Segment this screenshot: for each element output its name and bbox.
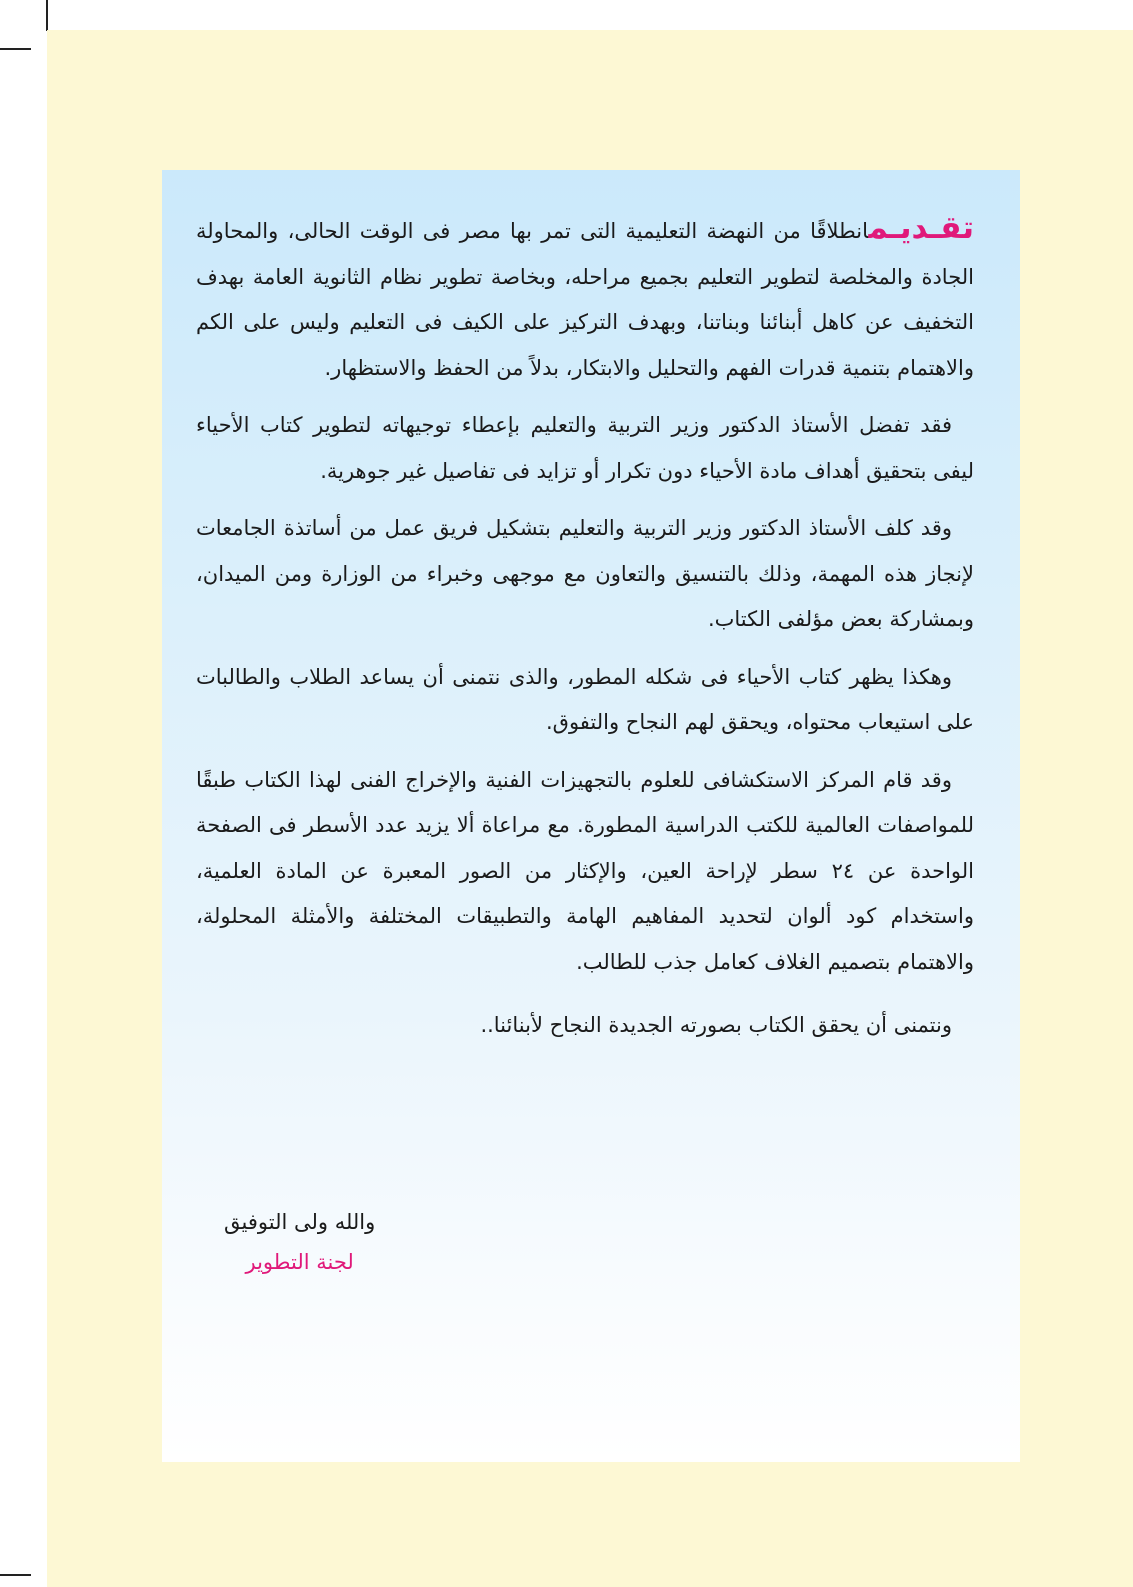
- preface-box: [162, 170, 1020, 1462]
- preface-title: تقـديـم: [868, 210, 974, 246]
- signature-committee: لجنة التطوير: [245, 1250, 354, 1274]
- paragraph-text: انطلاقًا من النهضة التعليمية التى تمر بها مصر فى الوقت الحالى، والمحاولة الجادة والمخلصة لتطوير التعليم بجميع مراحله، وبخاصة تطوير نظام الثانوية العامة بهدف التخفيف عن كاهل أبنائنا وبناتنا، وبهدف التركيز على الكيف فى التعليم وليس على الكم والاهتمام بتنمية قدرات الفهم والتحليل والابتكار، بدلاً من الحفظ والاستظهار.: [196, 219, 974, 380]
- crop-mark-top-horizontal: [0, 48, 31, 50]
- preface-paragraph-1: [196, 206, 974, 391]
- crop-mark-bottom-horizontal: [0, 1574, 31, 1576]
- crop-mark-top-vertical: [46, 0, 48, 31]
- preface-paragraph-3: وقد كلف الأستاذ الدكتور وزير التربية والتعليم بتشكيل فريق عمل من أساتذة الجامعات لإنجاز هذه المهمة، وذلك بالتنسيق والتعاون مع موجهى وخبراء من الوزارة ومن الميدان، وبمشاركة بعض مؤلفى الكتاب.: [196, 516, 974, 631]
- preface-paragraph-5: وقد قام المركز الاستكشافى للعلوم بالتجهيزات الفنية والإخراج الفنى لهذا الكتاب طبقًا للمواصفات العالمية للكتب الدراسية المطورة. مع مراعاة ألا يزيد عدد الأسطر فى الصفحة الواحدة عن ٢٤ سطر لإراحة العين، والإكثار من الصور المعبرة عن المادة العلمية، واستخدام كود ألوان لتحديد المفاهيم الهامة والتطبيقات المختلفة والأمثلة المحلولة، والاهتمام بتصميم الغلاف كعامل جذب للطالب.: [196, 767, 975, 974]
- signature-blessing: والله ولى التوفيق: [224, 1210, 376, 1234]
- preface-paragraph-2: فقد تفضل الأستاذ الدكتور وزير التربية والتعليم بإعطاء توجيهاته لتطوير كتاب الأحياء ليفى بتحقيق أهداف مادة الأحياء دون تكرار أو تزايد فى تفاصيل غير جوهرية.: [196, 413, 974, 483]
- preface-paragraph-4: وهكذا يظهر كتاب الأحياء فى شكله المطور، والذى نتمنى أن يساعد الطلاب والطالبات على استيعاب محتواه، ويحقق لهم النجاح والتفوق.: [196, 664, 974, 734]
- closing-line: ونتمنى أن يحقق الكتاب بصورته الجديدة النجاح لأبنائنا..: [480, 1013, 952, 1037]
- signature-block: [224, 1202, 375, 1282]
